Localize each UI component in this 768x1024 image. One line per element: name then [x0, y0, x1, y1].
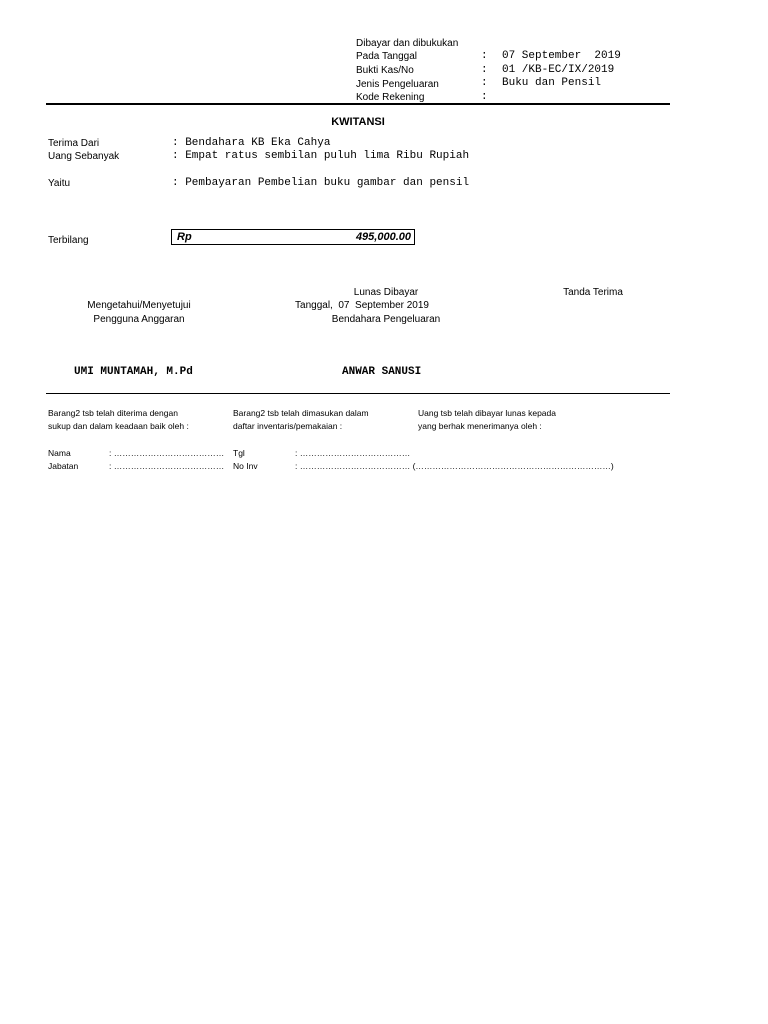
receipt-title: KWITANSI — [331, 116, 385, 128]
jenis-pengeluaran-label: Jenis Pengeluaran — [356, 79, 439, 90]
pengguna-anggaran-label: Pengguna Anggaran — [93, 314, 185, 325]
footer-col3-line2: yang berhak menerimanya oleh : — [418, 421, 542, 431]
header-divider — [46, 103, 670, 105]
footer-col2-line2: daftar inventaris/pemakaian : — [233, 421, 343, 431]
noinv-label: No Inv — [233, 461, 258, 471]
uang-sebanyak-value: : Empat ratus sembilan puluh lima Ribu Rupiah — [172, 150, 470, 162]
amount-box — [171, 229, 415, 245]
bukti-kas-value: 01 /KB-EC/IX/2019 — [502, 64, 615, 76]
pada-tanggal-sep: : — [481, 50, 488, 62]
footer-col3-line1: Uang tsb telah dibayar lunas kepada — [418, 408, 556, 418]
mengetahui-label: Mengetahui/Menyetujui — [87, 300, 191, 311]
footer-divider — [46, 393, 670, 394]
pada-tanggal-value: 07 September 2019 — [502, 50, 621, 62]
bukti-kas-sep: : — [481, 64, 488, 76]
lunas-dibayar: Lunas Dibayar — [353, 287, 419, 298]
terima-dari-value: : Bendahara KB Eka Cahya — [172, 137, 331, 149]
jenis-pengeluaran-value: Buku dan Pensil — [502, 77, 602, 89]
footer-col1-line2: sukup dan dalam keadaan baik oleh : — [48, 421, 189, 431]
yaitu-label: Yaitu — [48, 178, 71, 189]
uang-sebanyak-label: Uang Sebanyak — [48, 151, 120, 162]
amount-value: 495,000.00 — [355, 231, 411, 243]
kode-rekening-sep: : — [481, 91, 488, 103]
amount-currency: Rp — [177, 231, 192, 243]
nama-value: : ………………………………… — [109, 448, 225, 458]
bendahara-pengeluaran-label: Bendahara Pengeluaran — [331, 314, 441, 325]
pada-tanggal-label: Pada Tanggal — [356, 51, 417, 62]
tgl-value: : ………………………………… — [295, 448, 411, 458]
signatory-mid-name: ANWAR SANUSI — [342, 366, 422, 378]
footer-col2-line1: Barang2 tsb telah dimasukan dalam — [233, 408, 369, 418]
terbilang-label: Terbilang — [48, 235, 89, 246]
jabatan-value: : ………………………………… — [109, 461, 225, 471]
yaitu-value: : Pembayaran Pembelian buku gambar dan pensil — [172, 177, 470, 189]
tanggal-sign: Tanggal, 07 September 2019 — [295, 300, 429, 311]
tanda-terima: Tanda Terima — [563, 287, 623, 298]
tgl-label: Tgl — [233, 448, 245, 458]
bukti-kas-label: Bukti Kas/No — [356, 65, 414, 76]
kode-rekening-label: Kode Rekening — [356, 92, 425, 103]
signatory-left-name: UMI MUNTAMAH, M.Pd — [74, 366, 193, 378]
terima-dari-label: Terima Dari — [48, 138, 100, 149]
header-intro: Dibayar dan dibukukan — [356, 38, 459, 49]
nama-label: Nama — [48, 448, 71, 458]
noinv-value: : ………………………………… (……………………………………………………………) — [295, 461, 614, 471]
jenis-pengeluaran-sep: : — [481, 77, 488, 89]
footer-col1-line1: Barang2 tsb telah diterima dengan — [48, 408, 178, 418]
jabatan-label: Jabatan — [48, 461, 79, 471]
